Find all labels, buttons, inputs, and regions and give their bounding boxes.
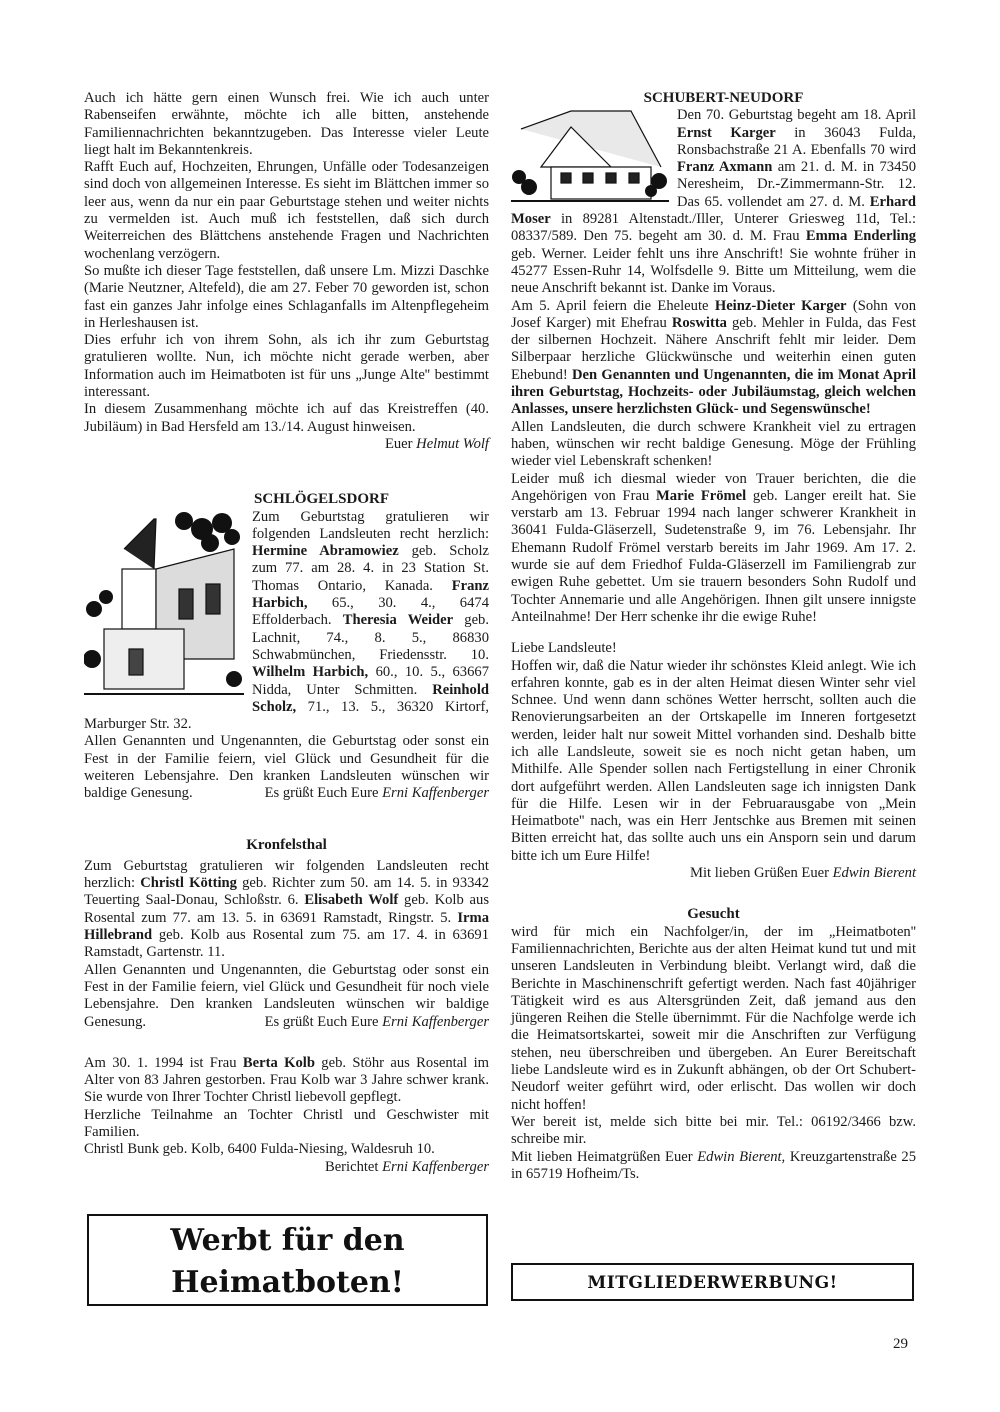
section-title: SCHLÖGELSDORF xyxy=(253,491,390,508)
chapel-image xyxy=(84,509,244,709)
paragraph: Mit lieben Heimatgrüßen Euer Edwin Bierent, Kreuzgartenstraße 25 in 65719 Hofheim/Ts. xyxy=(511,1148,916,1182)
paragraph: Christl Bunk geb. Kolb, 6400 Fulda-Niesing, Waldesruh 10. xyxy=(84,1141,435,1158)
birthday-list: Zum Geburtstag gratulieren wir folgenden Landsleuten recht herzlich: Hermine Abramowiez geb. Scholz zum 77. am 28. 4. in 23 Station St. Thomas Ontario, Kanada. Franz Harbich, 65., 30. 4., 6474 Effolderbach. Theresia Weider geb. Lachnit, 74., 8. 5., 86830 Schwabmünchen, Friedensstr. 10. Wilhelm Harbich, 60., 10. 5., 63667 Nidda, Unter Schmitten. Reinhold Scholz, 71., 13. 5., 36320 Kirtorf, Marburger Str. 32. xyxy=(84,508,489,733)
birthday-list: Den 70. Geburtstag begeht am 18. April Ernst Karger in 36043 Fulda, Ronsbachstraße 21 A. Ebenfalls 70 wird Franz Axmann am 21. d. M. in 73450 Neresheim, Dr.-Zimmermann-Str. 12. Das 65. vollendet am 27. d. M. Erhard Moser in 89281 Altenstadt./Iller, Unterer Griesweg 11d, Tel.: 08337/589. Den 75. begeht am 30. d. M. Frau Emma Enderling geb. Werner. Leider fehlt uns ihre Anschrift! Sie wohnte früher in 45277 Essen-Ruhr 14, Wolfsdelle 9. Bitte um Mitteilung, wem die neue Anschrift bekannt ist. Danke im Voraus. xyxy=(511,107,917,297)
advert-banner: Werbt für den Heimatboten! xyxy=(87,1214,488,1306)
paragraph: In diesem Zusammenhang möchte ich auf das Kreistreffen (40. Jubiläum) in Bad Hersfeld am 13./14. August hinweisen. xyxy=(84,401,489,435)
paragraph: Rafft Euch auf, Hochzeiten, Ehrungen, Unfälle oder Todesanzeigen sind doch von allgemeinen Interesse. Es sieht im Blättchen immer so leer aus, wenn da nur ein paar Geburtstage stehen und weiter nichts zu vermelden ist. Auch muß ich feststellen, daß sich durch Weiterreichen des Blättchens anstehende Fragen und Nachrichten wochenlang verzögern. xyxy=(84,159,489,262)
paragraph: Herzliche Teilnahme an Tochter Christl und Geschwister mit Familien. xyxy=(84,1106,489,1141)
section-title: SCHUBERT-NEUDORF xyxy=(643,90,804,106)
section-schubert-neudorf xyxy=(511,107,916,882)
left-column xyxy=(84,90,489,1176)
paragraph: Allen Landsleuten, die durch schwere Krankheit viel zu ertragen haben, wünschen wir recht baldige Genesung. Möge der Frühling wieder viel Lebenskraft schenken! xyxy=(511,418,916,470)
section-title: Gesucht xyxy=(687,906,740,923)
paragraph: Allen Genannten und Ungenannten, die Geburtstag oder sonst ein Fest in der Familie feiern, viel Glück und Gesundheit für noch viele Lebensjahre. Den kranken Landsleuten wünschen wir baldige Genesung. Es grüßt Euch Eure Erni Kaffenberger xyxy=(84,961,489,1030)
page-number: 29 xyxy=(893,1336,908,1352)
paragraph: Allen Genannten und Ungenannten, die Geburtstag oder sonst ein Fest in der Familie feiern, viel Glück und Gesundheit für die weiteren Lebensjahre. Den kranken Landsleuten wünschen wir baldige Genesung. Es grüßt Euch Eure Erni Kaffenberger xyxy=(84,733,489,802)
right-column xyxy=(511,90,916,1183)
section-title: Kronfelsthal xyxy=(246,836,327,853)
signature: Berichtet Erni Kaffenberger xyxy=(324,1158,489,1175)
advert-banner: MITGLIEDERWERBUNG! xyxy=(511,1263,914,1301)
signature: Mit lieben Grüßen Euer Edwin Bierent xyxy=(689,865,916,882)
paragraph: Wer bereit ist, melde sich bitte bei mir. Tel.: 06192/3466 bzw. schreibe mir. xyxy=(511,1113,916,1148)
paragraph: Leider muß ich diesmal wieder von Trauer berichten, die die Angehörigen von Frau Marie Frömel geb. Langer ereilt hat. Sie verstarb am 13. Februar 1994 nach langer schwerer Krankheit in 36041 Fulda-Gläserzell, Sudetenstraße 9, im 76. Lebensjahr. Ihr Ehemann Rudolf Frömel verstarb bereits im Jahr 1969. Am 17. 2. wurde sie auf dem Friedhof Fulda-Gläserzell im Familiengrab zur ewigen Ruhe gebettet. Um sie trauern besonders Sohn Rudolf und Tochter Annemarie und alle Angehörigen. Ihnen gilt unsere innigste Anteilnahme! Der Herr schenke ihr die ewige Ruhe! xyxy=(511,470,916,625)
paragraph: wird für mich ein Nachfolger/in, der im „Heimatboten'' Familiennachrichten, Berichte aus der alten Heimat kund tut und mit unseren Landsleuten in Verbindung bleibt. Verlangt wird, daß die Berichte in Maschinenschrift gefertigt werden. Nach fast 40jähriger Tätigkeit wird es aus Altersgründen Zeit, daß jemand aus den jüngeren Reihen die Stelle übernimmt. Für die Nachfolge werde ich die Heimatsortskartei, soweit mir die Anschriften zur Verfügung stehen, neu überschreiben und übergeben. An Eurer Bereitschaft liebe Landsleute wird es in Zukunft abhängen, ob der Ort Schubert-Neudorf weiter geführt wird, oder erlischt. Das wollen wir doch nicht hoffen! xyxy=(511,923,916,1113)
birthday-list: Zum Geburtstag gratulieren wir folgenden Landsleuten recht herzlich: Christl Kötting geb. Richter zum 50. am 14. 5. in 93342 Teuerting Saal-Donau, Schloßstr. 6. Elisabeth Wolf geb. Kolb aus Rosental zum 77. am 13. 5. in 63691 Ramstadt, Ringstr. 5. Irma Hillebrand geb. Kolb aus Rosental zum 75. am 17. 4. in 63691 Ramstadt, Gartenstr. 11. xyxy=(84,857,490,961)
paragraph: Am 5. April feiern die Eheleute Heinz-Dieter Karger (Sohn von Josef Karger) mit Ehefrau Roswitta geb. Mehler in Fulda, das Fest der silbernen Hochzeit. Nähere Anschrift fehlt mir leider. Dem Silberpaar herzliche Glückwünsche und weiterhin einen guten Ehebund! Den Genannten und Ungenannten, die im Monat April ihren Geburtstag, Hochzeits- oder Jubiläumstag, gleich welchen Anlasses, unsere herzlichsten Glück- und Segenswünsche! xyxy=(511,297,917,418)
signature: Euer Helmut Wolf xyxy=(384,435,489,452)
paragraph: Dies erfuhr ich von ihrem Sohn, als ich ihr zum Geburtstag gratulieren wollte. Nun, ich möchte nicht gerade werben, aber Information auch im Heimatboten ist für uns „Junge Alte'' bestimmt interessant. xyxy=(84,332,489,401)
house-image xyxy=(511,107,669,207)
paragraph: So mußte ich dieser Tage feststellen, daß unsere Lm. Mizzi Daschke (Marie Neutzner, Altefeld), die am 27. Feber 70 geworden ist, schon fast ein ganzes Jahr infolge eines Schlaganfalls im Altenpflegeheim in Herleshausen ist. xyxy=(84,262,489,331)
paragraph: Liebe Landsleute! xyxy=(511,640,617,657)
obituary: Am 30. 1. 1994 ist Frau Berta Kolb geb. Stöhr aus Rosental im Alter von 83 Jahren gestorben. Frau Kolb war 3 Jahre schwer krank. Sie wurde von Ihrer Tochter Christl liebevoll gepflegt. xyxy=(84,1054,489,1106)
paragraph: Auch ich hätte gern einen Wunsch frei. Wie ich auch unter Rabenseifen erwähnte, möchte ich alle bitten, anstehende Familiennachrichten bekanntzugeben. Das Interesse vieler Leute liegt halt im Bekanntenkreis. xyxy=(84,90,489,158)
section-schloegelsdorf xyxy=(84,509,489,803)
paragraph: Hoffen wir, daß die Natur wieder ihr schönstes Kleid anlegt. Wie ich erfahren konnte, gab es in der alten Heimat diesen Winter sehr viel Schnee. Und wenn dann schönes Wetter herrscht, sollten auch die Renovierungsarbeiten an der Ortskapelle im Inneren fortgesetzt werden, leider halt nur soweit Mittel vorhanden sind. Deshalb bitte ich alle Landsleute, soweit sie es noch nicht getan haben, um Mithilfe. Alle Spender sollen nach Fertigstellung in einer Chronik dort aufgeführt werden. Allen Landsleuten sage ich innigsten Dank für die Hilfe. Lesen wir in der Februarausgabe von „Mein Heimatbote'' nach, was ein Herr Jentschke aus Bremen mit seinen Bitten erreicht hat, das sollte auch uns ein Ansporn sein und darum bitte ich um Eure Hilfe! xyxy=(511,657,916,864)
